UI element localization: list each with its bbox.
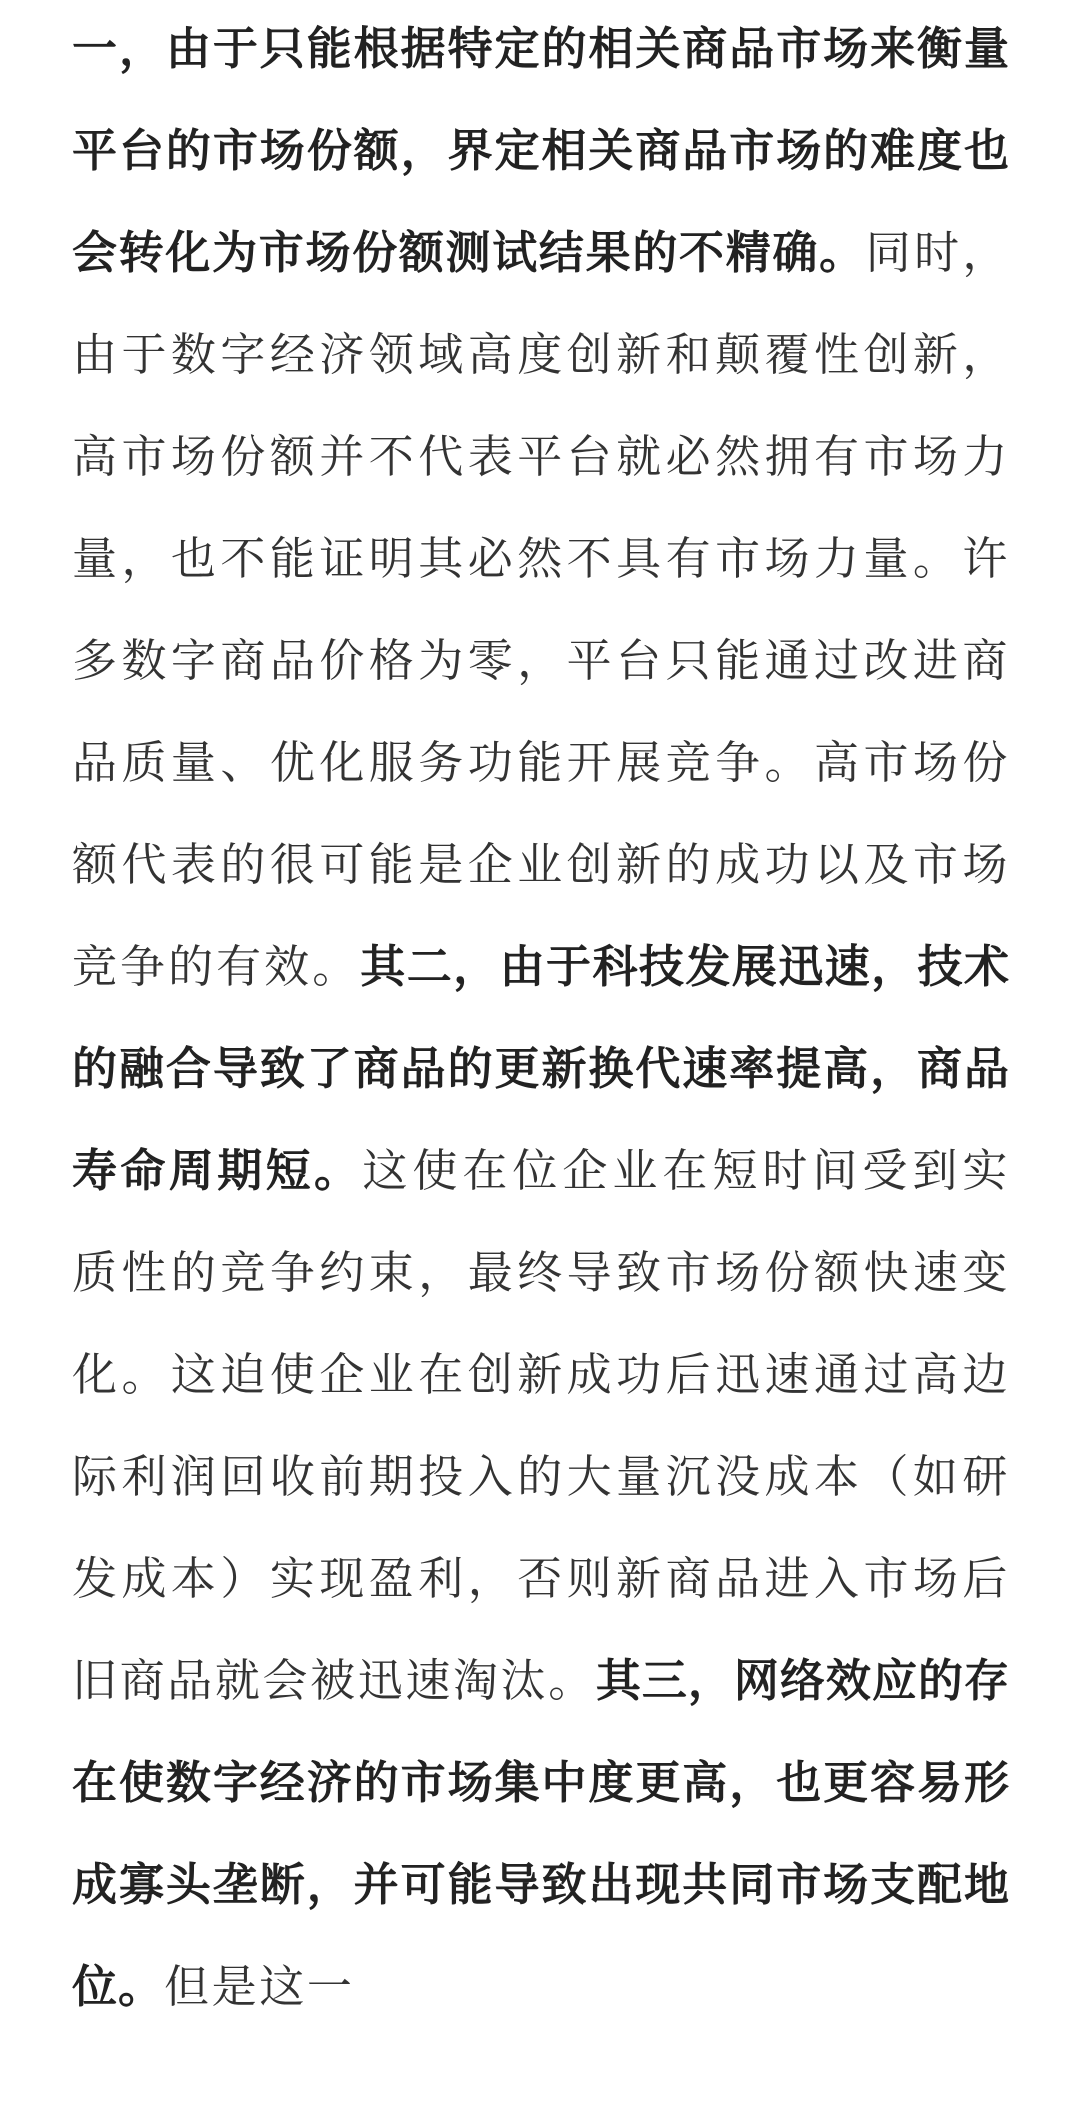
text-segment-2: 这使在位企业在短时间受到实质性的竞争约束，最终导致市场份额快速变化。这迫使企业在创新成功后迅速通过高边际利润回收前期投入的大量沉没成本（如研发成本）实现盈利，否则新商品进入市场后旧商品就会被迅速淘汰。 [72, 1144, 1010, 1707]
text-segment-3: 但是这一 [164, 1960, 355, 2013]
bold-segment-1: 一，由于只能根据特定的相关商品市场来衡量平台的市场份额，界定相关商品市场的难度也会转化为市场份额测试结果的不精确。 [72, 22, 1010, 279]
bold-segment-3: 其三，网络效应的存在使数字经济的市场集中度更高，也更容易形成寡头垄断，并可能导致出现共同市场支配地位。 [72, 1654, 1010, 2013]
text-segment-1: 同时，由于数字经济领域高度创新和颠覆性创新，高市场份额并不代表平台就必然拥有市场力量，也不能证明其必然不具有市场力量。许多数字商品价格为零，平台只能通过改进商品质量、优化服务功能开展竞争。高市场份额代表的很可能是企业创新的成功以及市场竞争的有效。 [72, 226, 1010, 993]
bold-segment-2: 其二，由于科技发展迅速，技术的融合导致了商品的更新换代速率提高，商品寿命周期短。 [72, 940, 1010, 1197]
article-body [72, 0, 1010, 2038]
